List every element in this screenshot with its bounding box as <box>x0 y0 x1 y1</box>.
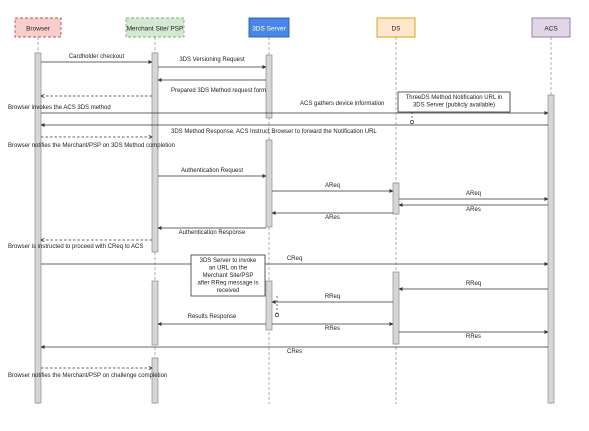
message-label: RRes <box>324 326 341 332</box>
note-text-line: 3DS Server to invoke <box>199 258 257 264</box>
message-label: RRes <box>465 334 482 340</box>
participant-label-ds: DS <box>391 25 401 33</box>
message <box>399 191 548 199</box>
message <box>8 143 175 149</box>
note-text-line: received <box>216 288 240 294</box>
note-text-line: an URL on the <box>208 265 248 272</box>
message <box>41 347 548 355</box>
message <box>41 54 152 62</box>
activation-bar-server <box>266 281 272 330</box>
message-label-secondary: ACS gathers device information <box>300 101 385 107</box>
message-label: Results Response <box>187 314 237 320</box>
note-anchor-dot <box>410 120 413 123</box>
message-label: RReq <box>324 294 341 300</box>
message-label: 3DS Method Response, ACS Instruct Browser to forward the Notification URL <box>171 129 377 135</box>
participant-ds <box>377 18 415 37</box>
participant-server <box>249 18 289 37</box>
note-text-line: 3DS Server (publicly available) <box>412 102 496 109</box>
message <box>272 294 393 302</box>
message-label: AReq <box>465 191 482 197</box>
message-label: AReq <box>324 183 341 189</box>
message <box>399 281 548 289</box>
participant-label-server: 3DS Server <box>252 25 286 33</box>
participant-headers <box>15 18 570 37</box>
activation-bar-acs <box>548 95 554 403</box>
activation-bar-merchant <box>152 53 158 252</box>
message <box>8 244 143 250</box>
message <box>272 183 393 191</box>
message <box>272 213 393 221</box>
message <box>158 57 266 67</box>
message-label: CReq <box>286 256 303 262</box>
message-label: Browser notifies the Merchant/PSP on 3DS Method completion <box>8 143 175 149</box>
message-label: CRes <box>286 349 303 355</box>
activation-bar-ds <box>393 272 399 344</box>
notes <box>191 92 510 317</box>
message <box>8 373 167 379</box>
participant-browser <box>15 18 61 37</box>
note-text-line: ThreeDS Method Notification URL in <box>405 95 503 101</box>
message-label: Authentication Response <box>178 230 246 236</box>
participant-label-acs: ACS <box>544 25 558 33</box>
message-label: Prepared 3DS Method request form <box>171 88 267 94</box>
message-label: Browser is instructed to proceed with CReq to ACS <box>8 244 144 250</box>
participant-acs <box>532 18 570 37</box>
message-label: Browser notifies the Merchant/PSP on challenge completion <box>8 373 168 379</box>
message <box>158 168 266 176</box>
participant-merchant <box>126 18 184 37</box>
message-label: RReq <box>465 281 482 287</box>
message <box>158 228 266 236</box>
message-label: ARes <box>466 207 481 213</box>
message-label: Browser invokes the ACS 3DS method <box>8 105 111 111</box>
message <box>399 332 548 340</box>
message <box>158 314 266 324</box>
activation-bar-server <box>266 55 272 118</box>
participant-label-merchant: Merchant Site/ PSP <box>126 25 184 33</box>
message-label: 3DS Versioning Request <box>179 57 245 63</box>
note-text-line: after RReq message is <box>197 280 259 287</box>
message-label: Authentication Request <box>180 168 244 174</box>
message <box>41 256 548 264</box>
participant-label-browser: Browser <box>26 25 50 33</box>
note-text-line: Merchant Site/PSP <box>202 273 254 279</box>
message-label: ARes <box>325 215 340 221</box>
activation-bar-merchant <box>152 358 158 403</box>
message <box>41 129 377 137</box>
activation-bar-server <box>266 140 272 227</box>
note-notification-url <box>398 92 510 124</box>
activation-bar-ds <box>393 183 399 214</box>
message-label: Cardholder checkout <box>68 54 125 60</box>
message <box>399 205 548 213</box>
message <box>272 324 393 332</box>
note-anchor-dot <box>275 313 278 316</box>
activation-bar-merchant <box>152 281 158 345</box>
